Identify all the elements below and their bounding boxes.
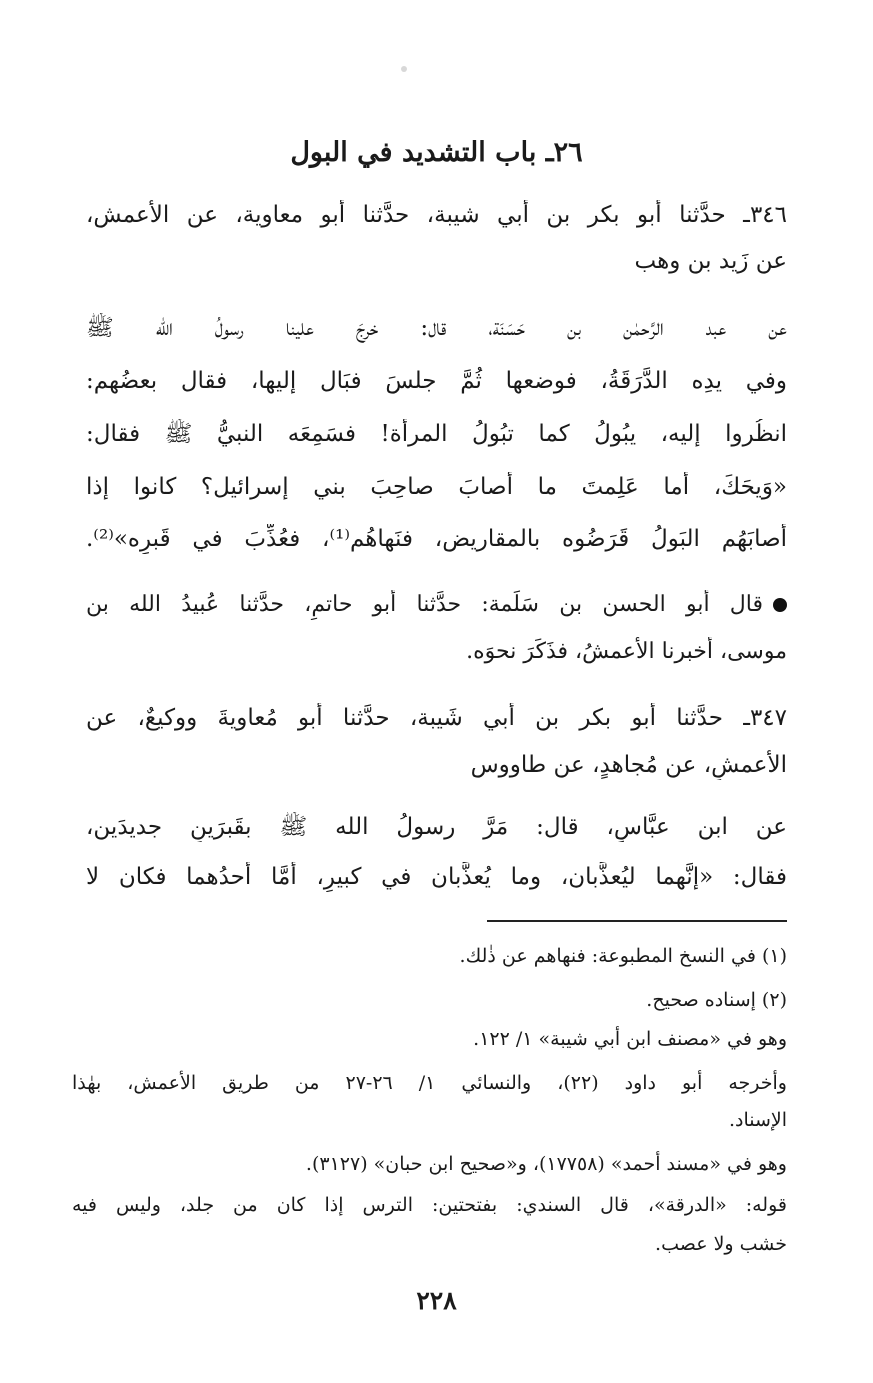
- hadith-346-matn-line: أصابَهُم البَولُ قَرَضُوه بالمقاريض، فنَهاهُم⁽¹⁾، فعُذِّبَ في قَبرِه»⁽²⁾.: [86, 526, 787, 552]
- hadith-346-matn-line: وفي يدِه الدَّرَقَةُ، فوضعها ثُمَّ جلسَ فبَال إليها، فقال بعضُهم:: [86, 368, 787, 394]
- hadith-346-matn-line: انظُروا إليه، يبُولُ كما تبُولُ المرأة! فسَمِعَه النبيُّ ﷺ فقال:: [86, 421, 787, 447]
- bullet-icon: [773, 598, 787, 612]
- hadith-347-isnad-line: ٣٤٧ـ حدَّثنا أبو بكر بن أبي شَيبة، حدَّثنا أبو مُعاويةَ ووكيعٌ، عن: [86, 705, 787, 731]
- footnote-line: خشب ولا عصب.: [655, 1233, 787, 1255]
- footnote-line: (٢) إسناده صحيح.: [646, 989, 787, 1011]
- hadith-347-matn-line: فقال: «إنَّهما ليُعذَّبان، وما يُعذَّبان في كبيرٍ، أمَّا أحدُهما فكان لا: [86, 864, 787, 890]
- footnote-divider: [487, 920, 787, 922]
- footnote-line: الإسناد.: [728, 1109, 787, 1131]
- footnote-line: وهو في «مصنف ابن أبي شيبة» ١/ ١٢٢.: [473, 1028, 787, 1050]
- hadith-346-note-text: قال أبو الحسن بن سَلَمة: حدَّثنا أبو حاتمٍ، حدَّثنا عُبيدُ الله بن: [86, 592, 763, 617]
- hadith-347-matn-line: عن ابن عبَّاسٍ، قال: مَرَّ رسولُ الله ﷺ بقَبرَينِ جديدَين،: [86, 814, 787, 840]
- footnote-line: (١) في النسخ المطبوعة: فنهاهم عن ذٰلك.: [459, 945, 787, 967]
- hadith-346-note-line: موسى، أخبرنا الأعمشُ، فذَكَرَ نحوَه.: [466, 639, 787, 664]
- hadith-346-matn-line: «وَيحَكَ، أما عَلِمتَ ما أصابَ صاحِبَ بني إسرائيل؟ كانوا إذا: [86, 474, 787, 500]
- hadith-347-isnad-line: الأعمشِ، عن مُجاهدٍ، عن طاووس: [470, 752, 787, 778]
- scan-mark: [401, 66, 407, 72]
- hadith-346-matn-line: عن عبد الرَّحمٰن بن حَسَنَة، قال: خرجَ علينا رسولُ الله ﷺ: [86, 315, 787, 341]
- hadith-346-isnad-line: عن زَيد بن وهب: [634, 248, 787, 274]
- footnote-line: وأخرجه أبو داود (٢٢)، والنسائي ١/ ٢٦-٢٧ من طريق الأعمش، بهٰذا: [72, 1072, 787, 1094]
- page-number: ٢٢٨: [416, 1286, 457, 1315]
- footnote-line: وهو في «مسند أحمد» (١٧٧٥٨)، و«صحيح ابن حبان» (٣١٢٧).: [305, 1153, 787, 1175]
- chapter-title: ٢٦ـ باب التشديد في البول: [290, 137, 583, 168]
- hadith-346-isnad-line: ٣٤٦ـ حدَّثنا أبو بكر بن أبي شيبة، حدَّثنا أبو معاوية، عن الأعمش،: [86, 202, 787, 228]
- hadith-346-note-line: [86, 590, 787, 620]
- footnote-line: قوله: «الدرقة»، قال السندي: بفتحتين: الترس إذا كان من جلد، وليس فيه: [72, 1194, 787, 1216]
